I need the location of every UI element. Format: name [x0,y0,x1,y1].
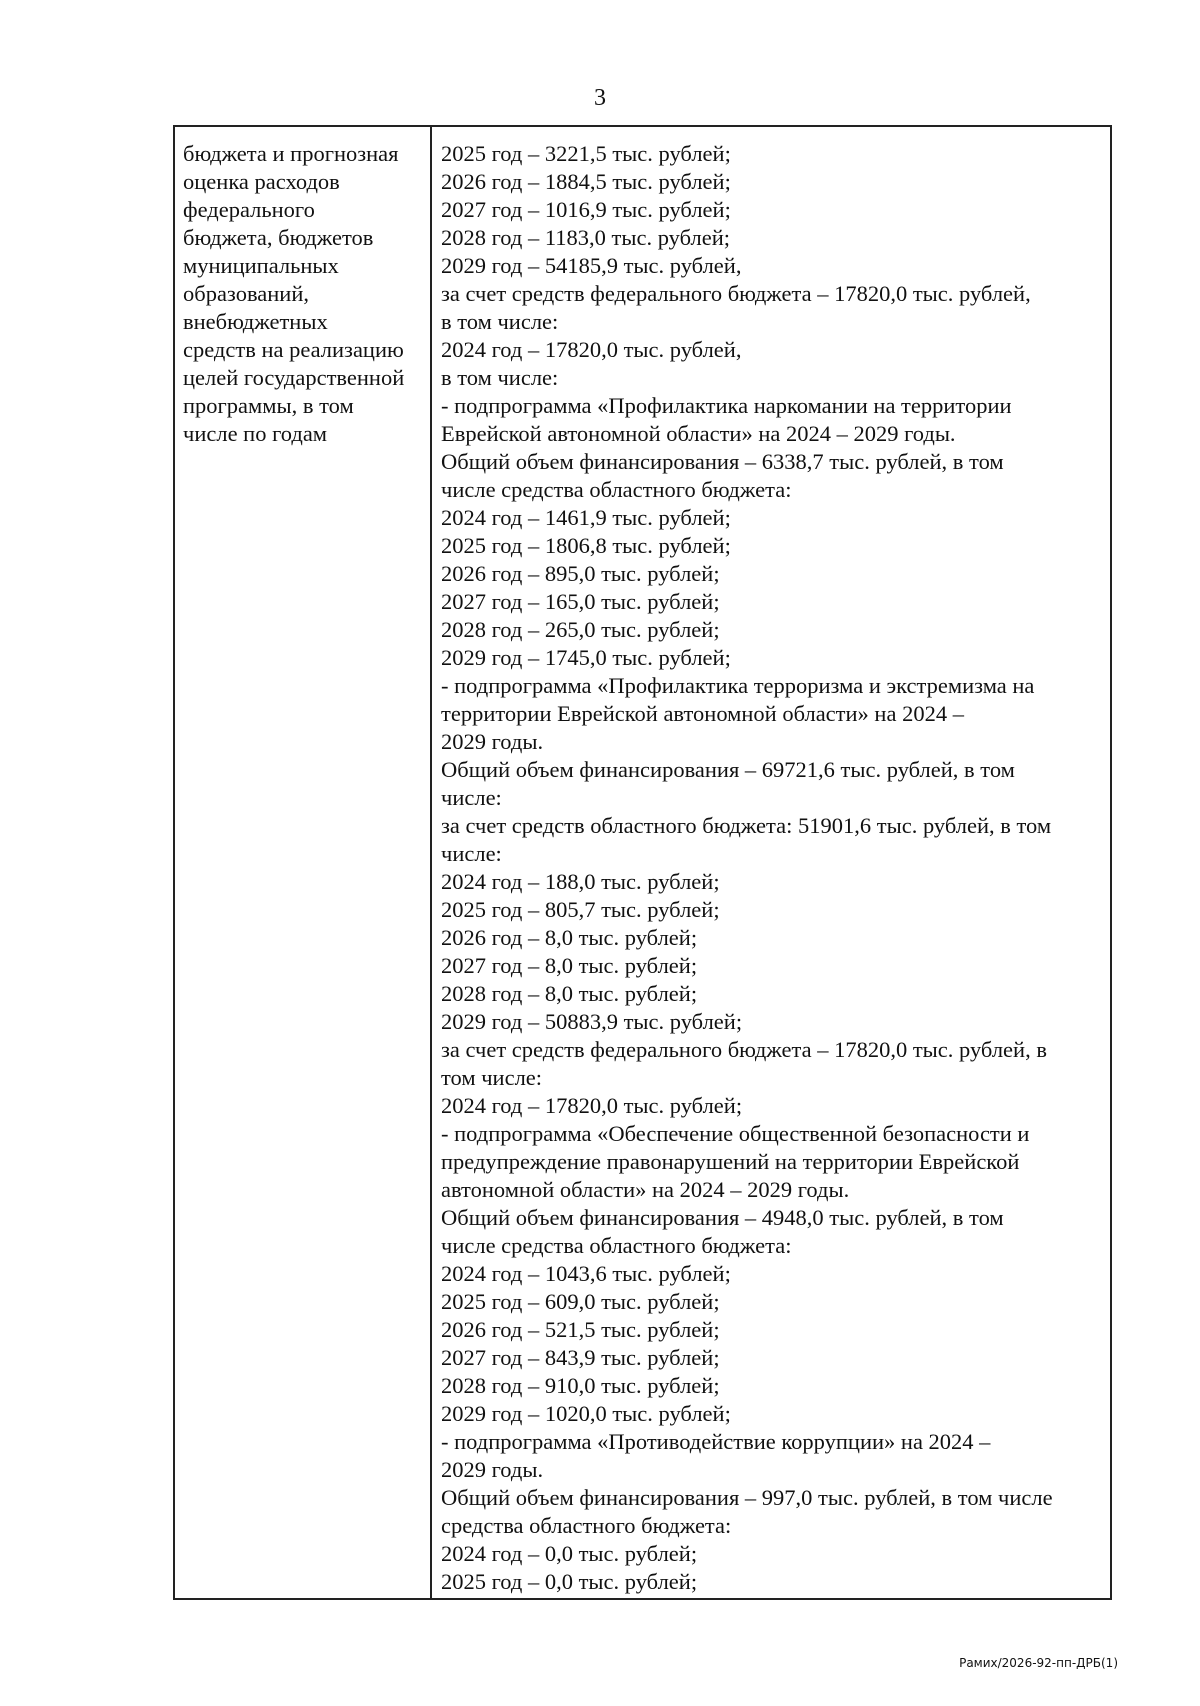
text-line: 2025 год – 0,0 тыс. рублей; [441,1569,698,1594]
text-line: 2024 год – 17820,0 тыс. рублей, [441,337,742,362]
text-line: Еврейской автономной области» на 2024 – 2029 годы. [441,421,956,446]
text-line: числе средства областного бюджета: [441,477,792,502]
text-line: за счет средств федерального бюджета – 17820,0 тыс. рублей, в [441,1037,1047,1062]
text-line: 2024 год – 1461,9 тыс. рублей; [441,505,731,530]
text-line: 2024 год – 17820,0 тыс. рублей; [441,1093,743,1118]
passport-table [173,125,1112,1600]
text-line: образований, [183,281,310,306]
text-line: Общий объем финансирования – 997,0 тыс. рублей, в том числе [441,1485,1053,1510]
text-line: 2027 год – 165,0 тыс. рублей; [441,589,720,614]
text-line: 2027 год – 8,0 тыс. рублей; [441,953,698,978]
text-line: 2026 год – 521,5 тыс. рублей; [441,1317,720,1342]
text-line: 2025 год – 3221,5 тыс. рублей; [441,141,731,166]
text-line: 2029 годы. [441,729,544,754]
text-line: 2029 год – 50883,9 тыс. рублей; [441,1009,743,1034]
text-line: 2028 год – 265,0 тыс. рублей; [441,617,720,642]
text-line: в том числе: [441,309,559,334]
text-line: Общий объем финансирования – 69721,6 тыс. рублей, в том [441,757,1015,782]
text-line: средства областного бюджета: [441,1513,732,1538]
text-line: бюджета, бюджетов [183,225,374,250]
text-line: 2025 год – 1806,8 тыс. рублей; [441,533,731,558]
text-line: целей государственной [183,365,405,390]
text-line: за счет средств федерального бюджета – 17820,0 тыс. рублей, [441,281,1031,306]
text-line: 2029 год – 1745,0 тыс. рублей; [441,645,731,670]
text-line: бюджета и прогнозная [183,141,399,166]
text-line: 2026 год – 895,0 тыс. рублей; [441,561,720,586]
text-line: - подпрограмма «Профилактика наркомании на территории [441,393,1012,418]
text-line: числе: [441,841,502,866]
text-line: муниципальных [183,253,339,278]
page-number: 3 [594,85,606,111]
text-line: федерального [183,197,315,222]
text-line: числе по годам [183,421,328,446]
text-line: 2027 год – 843,9 тыс. рублей; [441,1345,720,1370]
text-line: 2025 год – 609,0 тыс. рублей; [441,1289,720,1314]
table-label-cell [175,127,432,1598]
text-line: 2029 годы. [441,1457,544,1482]
text-line: 2027 год – 1016,9 тыс. рублей; [441,197,731,222]
text-line: автономной области» на 2024 – 2029 годы. [441,1177,850,1202]
text-line: средств на реализацию [183,337,404,362]
text-line: внебюджетных [183,309,328,334]
text-line: - подпрограмма «Профилактика терроризма и экстремизма на [441,673,1035,698]
text-line: Общий объем финансирования – 4948,0 тыс. рублей, в том [441,1205,1004,1230]
text-line: числе: [441,785,502,810]
text-line: - подпрограмма «Обеспечение общественной безопасности и [441,1121,1030,1146]
table-value-cell [432,127,1110,1598]
text-line: 2029 год – 54185,9 тыс. рублей, [441,253,742,278]
text-line: 2028 год – 910,0 тыс. рублей; [441,1373,720,1398]
text-line: 2024 год – 188,0 тыс. рублей; [441,869,720,894]
text-line: 2026 год – 8,0 тыс. рублей; [441,925,698,950]
text-line: 2025 год – 805,7 тыс. рублей; [441,897,720,922]
text-line: 2026 год – 1884,5 тыс. рублей; [441,169,731,194]
text-line: числе средства областного бюджета: [441,1233,792,1258]
text-line: 2028 год – 8,0 тыс. рублей; [441,981,698,1006]
text-line: том числе: [441,1065,543,1090]
text-line: 2024 год – 1043,6 тыс. рублей; [441,1261,731,1286]
text-line: программы, в том [183,393,354,418]
text-line: территории Еврейской автономной области» на 2024 – [441,701,964,726]
text-line: 2028 год – 1183,0 тыс. рублей; [441,225,730,250]
text-line: 2024 год – 0,0 тыс. рублей; [441,1541,698,1566]
text-line: оценка расходов [183,169,340,194]
text-line: - подпрограмма «Противодействие коррупции» на 2024 – [441,1429,991,1454]
text-line: за счет средств областного бюджета: 51901,6 тыс. рублей, в том [441,813,1052,838]
text-line: предупреждение правонарушений на территории Еврейской [441,1149,1020,1174]
text-line: 2029 год – 1020,0 тыс. рублей; [441,1401,731,1426]
document-code: Рамих/2026-92-пп-ДРБ(1) [959,1656,1118,1670]
text-line: Общий объем финансирования – 6338,7 тыс. рублей, в том [441,449,1004,474]
text-line: в том числе: [441,365,559,390]
